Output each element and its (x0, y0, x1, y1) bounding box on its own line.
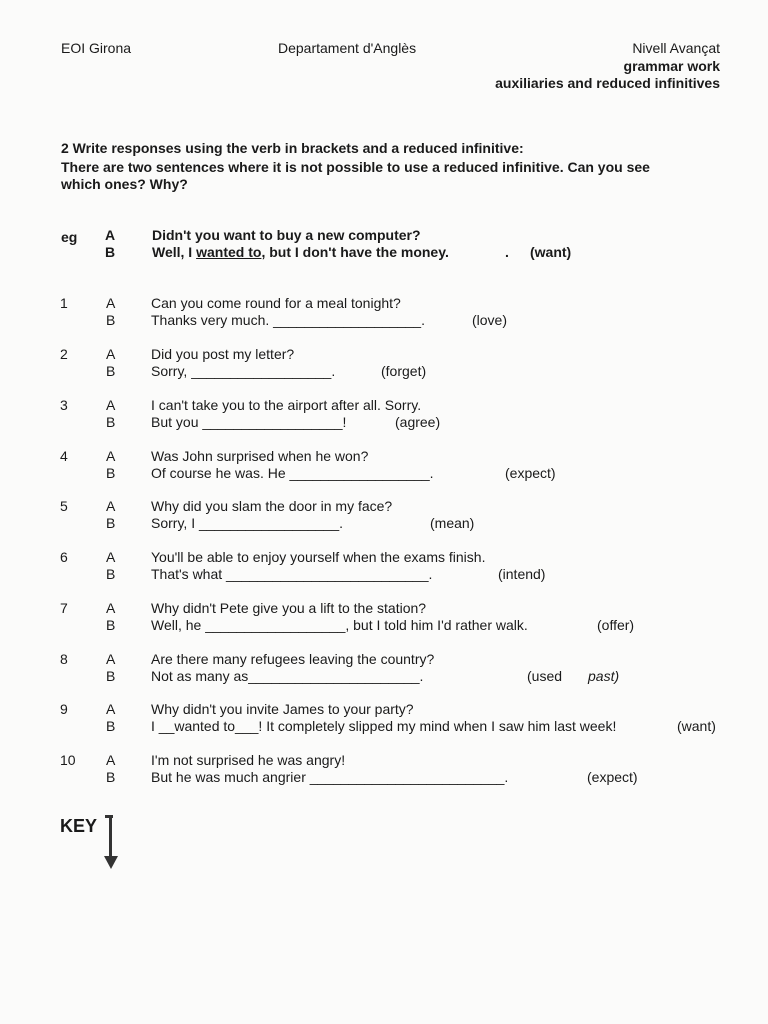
item-number: 2 (60, 346, 68, 362)
item-answer-line: Of course he was. He __________________. (151, 465, 434, 481)
item-number: 7 (60, 600, 68, 616)
item-verb: (intend) (498, 566, 546, 582)
item-question: I'm not surprised he was angry! (151, 752, 346, 768)
item-verb: (agree) (395, 414, 441, 430)
department-name: Departament d'Anglès (278, 40, 417, 56)
example-dot: . (505, 244, 509, 260)
instruction-line-2: There are two sentences where it is not possible to use a reduced infinitive. Can you see (61, 159, 650, 175)
item-question: Did you post my letter? (151, 346, 295, 362)
key-label: KEY (60, 816, 98, 836)
item-verb: (expect) (587, 769, 638, 785)
item-number: 8 (60, 651, 68, 667)
example-a-text: Didn't you want to buy a new computer? (152, 227, 421, 243)
item-a-label: A (106, 295, 116, 311)
item-number: 3 (60, 397, 68, 413)
item-a-label: A (106, 498, 116, 514)
item-b-label: B (106, 718, 116, 734)
item-answer-line: Not as many as______________________. (151, 668, 424, 684)
instruction-line-1: 2 Write responses using the verb in brackets and a reduced infinitive: (61, 140, 524, 156)
item-question: You'll be able to enjoy yourself when the exams finish. (151, 549, 486, 565)
item-number: 10 (60, 752, 76, 768)
item-a-label: A (106, 701, 116, 717)
item-question: Why did you slam the door in my face? (151, 498, 393, 514)
item-number: 9 (60, 701, 68, 717)
example-b-text: Well, I wanted to, but I don't have the money. (152, 244, 449, 260)
item-answer-line: Sorry, I __________________. (151, 515, 344, 531)
item-number: 4 (60, 448, 68, 464)
item-verb: (mean) (430, 515, 475, 531)
item-question: Are there many refugees leaving the country? (151, 651, 435, 667)
topic-auxiliaries: auxiliaries and reduced infinitives (495, 75, 720, 91)
item-answer-line: I __wanted to___! It completely slipped my mind when I saw him last week! (151, 718, 617, 734)
item-verb-extra: past) (588, 668, 620, 684)
item-b-label: B (106, 414, 116, 430)
item-b-label: B (106, 515, 116, 531)
instruction-line-3: which ones? Why? (61, 176, 188, 192)
item-question: Why didn't you invite James to your party? (151, 701, 414, 717)
item-b-label: B (106, 617, 116, 633)
example-answer: wanted to (196, 244, 262, 260)
example-b-label: B (105, 244, 116, 260)
down-arrow-icon (109, 815, 112, 860)
item-a-label: A (106, 549, 116, 565)
item-b-label: B (106, 668, 116, 684)
example-verb: (want) (530, 244, 572, 260)
level-label: Nivell Avançat (632, 40, 720, 56)
item-question: Can you come round for a meal tonight? (151, 295, 401, 311)
item-a-label: A (106, 448, 116, 464)
item-verb: (offer) (597, 617, 635, 633)
school-name: EOI Girona (61, 40, 132, 56)
item-question: Why didn't Pete give you a lift to the station? (151, 600, 427, 616)
item-b-label: B (106, 312, 116, 328)
item-a-label: A (106, 600, 116, 616)
topic-grammar-work: grammar work (623, 58, 720, 74)
item-verb: (want) (677, 718, 716, 734)
item-b-label: B (106, 465, 116, 481)
item-verb: (used (527, 668, 563, 684)
item-b-label: B (106, 769, 116, 785)
item-b-label: B (106, 566, 116, 582)
item-number: 1 (60, 295, 68, 311)
item-b-label: B (106, 363, 116, 379)
item-answer-line: That's what __________________________. (151, 566, 433, 582)
arrow-head (104, 856, 118, 869)
item-question: Was John surprised when he won? (151, 448, 369, 464)
item-a-label: A (106, 397, 116, 413)
item-verb: (love) (472, 312, 508, 328)
example-number: eg (61, 229, 78, 245)
item-answer-line: But you __________________! (151, 414, 347, 430)
item-verb: (forget) (381, 363, 427, 379)
example-a-label: A (105, 227, 116, 243)
item-a-label: A (106, 752, 116, 768)
item-question: I can't take you to the airport after all. Sorry. (151, 397, 422, 413)
item-verb: (expect) (505, 465, 556, 481)
item-number: 6 (60, 549, 68, 565)
item-answer-line: But he was much angrier _________________________. (151, 769, 509, 785)
item-answer-line: Well, he __________________, but I told him I'd rather walk. (151, 617, 528, 633)
item-number: 5 (60, 498, 68, 514)
item-a-label: A (106, 651, 116, 667)
item-answer-line: Sorry, __________________. (151, 363, 336, 379)
item-a-label: A (106, 346, 116, 362)
item-answer-line: Thanks very much. ___________________. (151, 312, 425, 328)
